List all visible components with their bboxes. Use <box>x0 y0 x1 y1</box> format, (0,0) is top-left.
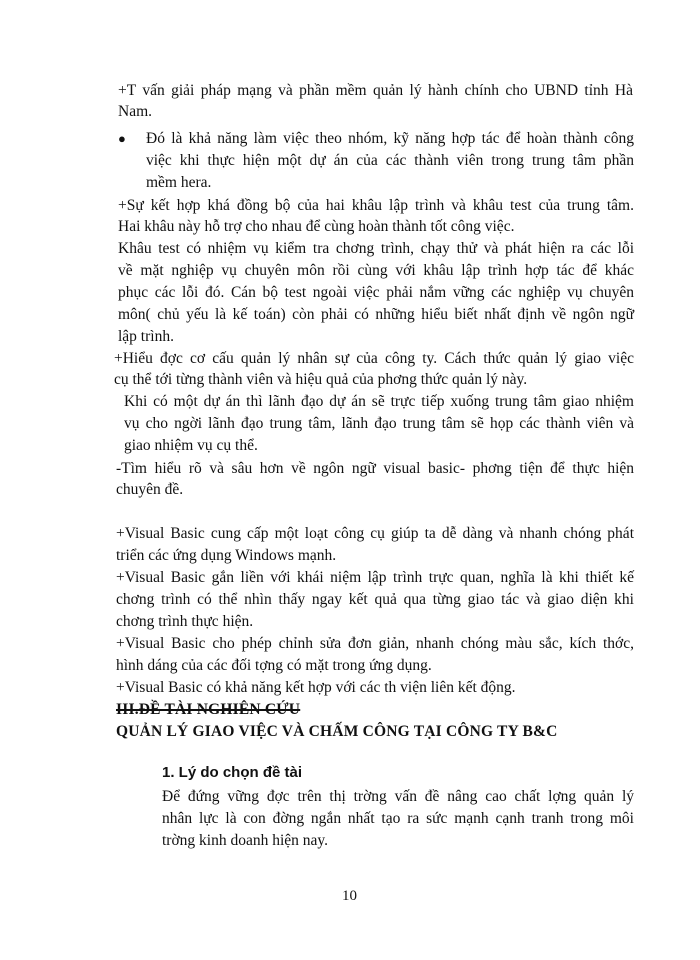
text-line: lập trình. <box>118 328 174 345</box>
text-line: chơng trình thực hiện. <box>116 613 254 630</box>
text-line: chơng trình có thể nhìn thấy ngay kết quả qua từng giao tác và giao diện khi <box>116 591 634 608</box>
text-line: mềm hera. <box>146 174 212 191</box>
text-line: Đó là khả năng làm việc theo nhóm, kỹ năng hợp tác để hoàn thành công <box>146 130 634 147</box>
text-line: +Hiểu đợc cơ cấu quản lý nhân sự của công ty. Cách thức quản lý giao việc <box>114 350 634 367</box>
text-line: +T vấn giải pháp mạng và phần mềm quản lý hành chính cho UBND tỉnh Hà <box>118 82 633 99</box>
text-line: việc khi thực hiện một dự án của các thành viên trong trung tâm phần <box>146 152 634 169</box>
text-line: +Visual Basic có khả năng kết hợp với các th viện liên kết động. <box>116 679 516 696</box>
section-heading: III.ĐỀ TÀI NGHIÊN CỨU <box>116 701 301 718</box>
topic-title: QUẢN LÝ GIAO VIỆC VÀ CHẤM CÔNG TẠI CÔNG TY B&C <box>116 723 558 740</box>
text-line: hình dáng của các đối tợng có mặt trong ứng dụng. <box>116 657 432 674</box>
text-line: về mặt nghiệp vụ chuyên môn rồi cùng với khâu lập trình hợp tác để khác <box>118 262 634 279</box>
text-line: Nam. <box>118 103 153 120</box>
text-line: cụ thể tới từng thành viên và hiệu quả của phơng thức quản lý này. <box>114 371 528 388</box>
text-line: vụ cho ngời lãnh đạo trung tâm, lãnh đạo trung tâm sẽ họp các thành viên và <box>124 415 634 432</box>
text-line: Để đứng vững đợc trên thị trờng vấn đề nâng cao chất lợng quản lý <box>162 788 634 805</box>
bullet-icon: ● <box>118 131 126 146</box>
text-line: trờng kinh doanh hiện nay. <box>162 832 329 849</box>
text-line: Khâu test có nhiệm vụ kiểm tra chơng trình, chạy thử và phát hiện ra các lỗi <box>118 240 634 257</box>
text-line: triển các ứng dụng Windows mạnh. <box>116 547 337 564</box>
text-line: giao nhiệm vụ cụ thể. <box>124 437 258 454</box>
text-line: +Sự kết hợp khá đồng bộ của hai khâu lập trình và khâu test của trung tâm. <box>118 197 634 214</box>
text-line: +Visual Basic cung cấp một loạt công cụ giúp ta dễ dàng và nhanh chóng phát <box>116 525 634 542</box>
text-line: nhân lực là con đờng ngắn nhất tạo ra sức mạnh cạnh tranh trong môi <box>162 810 634 827</box>
text-line: +Visual Basic gắn liền với khái niệm lập trình trực quan, nghĩa là khi thiết kế <box>116 569 634 586</box>
text-line: -Tìm hiểu rõ và sâu hơn về ngôn ngữ visual basic- phơng tiện để thực hiện <box>116 460 634 477</box>
subsection-heading: 1. Lý do chọn đề tài <box>162 764 303 781</box>
page-number: 10 <box>342 888 357 904</box>
text-line: Hai khâu này hỗ trợ cho nhau để cùng hoàn thành tốt công việc. <box>118 218 515 235</box>
text-line: Khi có một dự án thì lãnh đạo dự án sẽ trực tiếp xuống trung tâm giao nhiệm <box>124 393 634 410</box>
text-line: môn( chủ yếu là kế toán) còn phải có những hiểu biết nhất định về ngôn ngữ <box>118 306 634 323</box>
text-line: phục các lỗi đó. Cán bộ test ngoài việc phải nắm vững các nghiệp vụ chuyên <box>118 284 634 301</box>
text-line: chuyên đề. <box>116 481 184 498</box>
text-line: +Visual Basic cho phép chỉnh sửa đơn giản, nhanh chóng màu sắc, kích thớc, <box>116 635 634 652</box>
